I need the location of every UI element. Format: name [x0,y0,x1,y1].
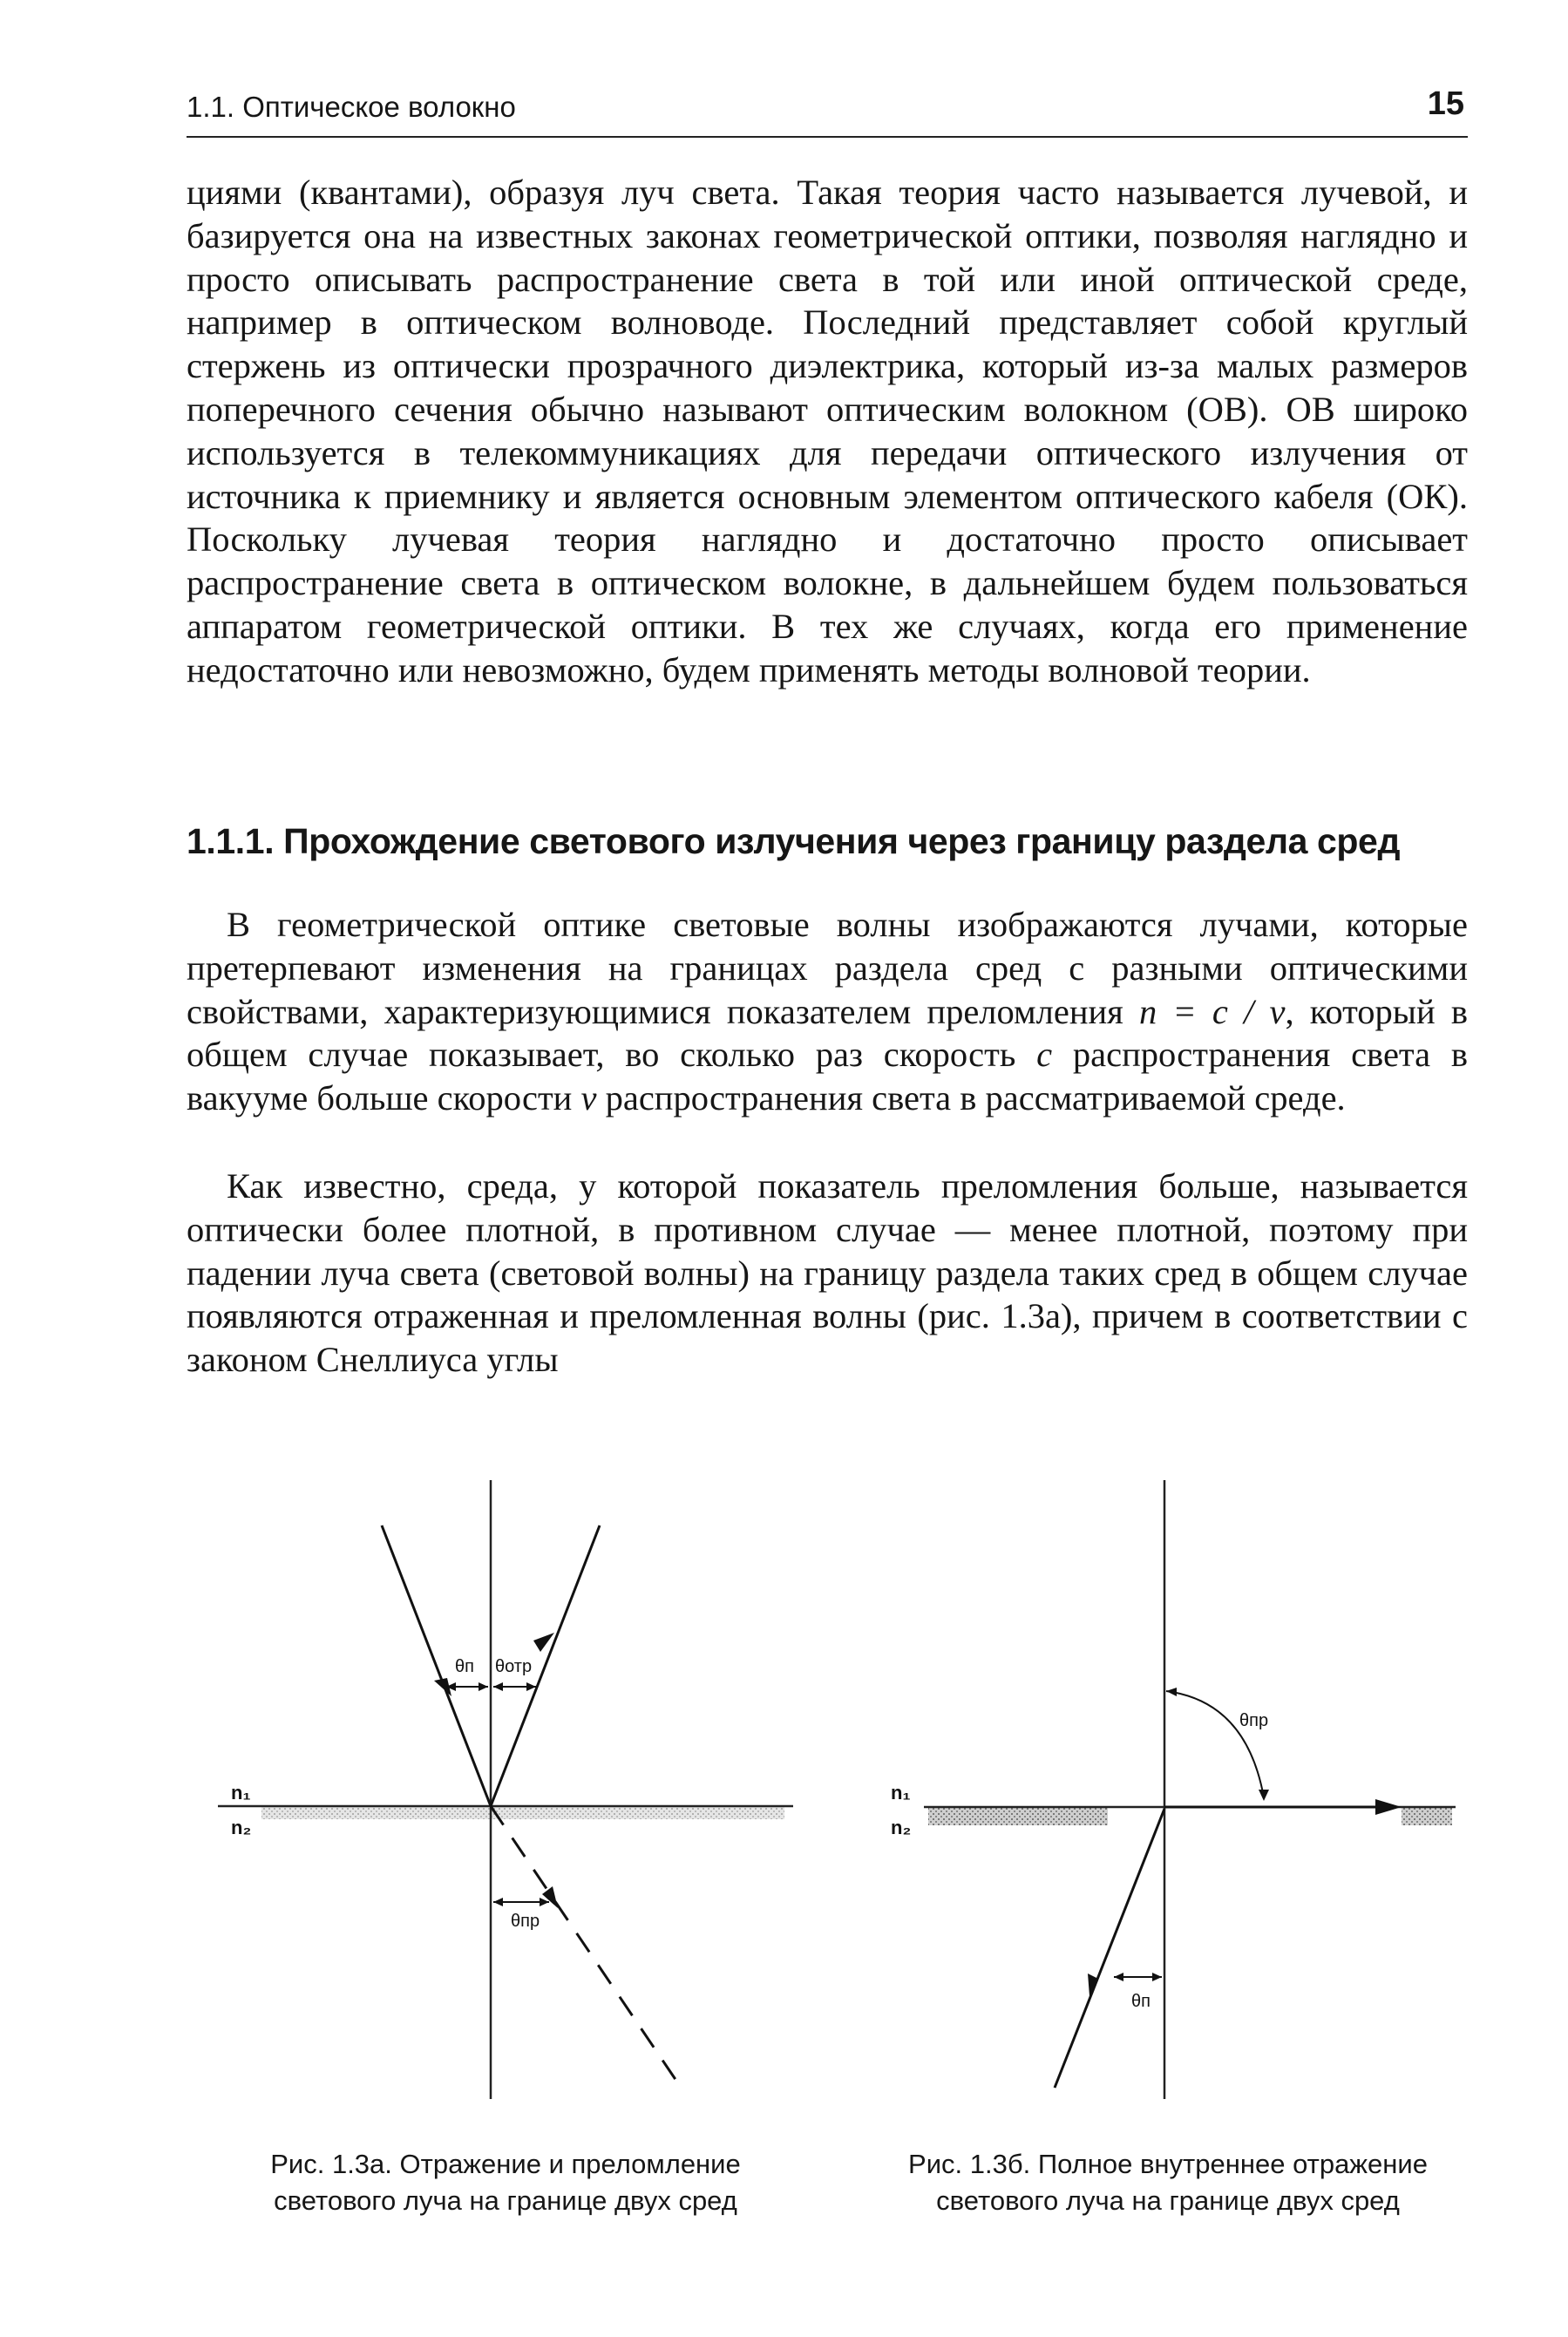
label-n1: n₁ [891,1782,911,1804]
running-header [187,85,1468,138]
paragraph-2-part-3: распространения света в вакууме больше скорости [187,1035,1468,1118]
refraction-angle-arc [1166,1691,1264,1797]
figure-total-internal-reflection [880,1473,1473,2109]
incidence-angle-arrowhead-left [1114,1973,1123,1981]
refracted-ray-arrowhead [542,1886,558,1908]
medium-boundary-shading-left [928,1808,1108,1825]
label-incidence-angle: θп [455,1657,474,1676]
figure-reflection-refraction [200,1473,811,2109]
paragraph-2-part-4: распространения света в рассматриваемой среде. [596,1078,1346,1118]
paragraph-3: Как известно, среда, у которой показатель преломления больше, называется оптически более плотной, в противном случае — менее плотной, поэтому при падении луча света (световой волны) на границу раздела таких сред в общем случае появляются отраженная и преломленная волны (рис. 1.3а), причем в соответствии с законом Снеллиуса углы [187,1166,1468,1380]
paragraph-1: циями (квантами), образуя луч света. Такая теория часто называется лучевой, и базируется она на известных законах геометрической оптики, позволяя наглядно и просто описывать распространение света в той или иной оптической среде, например в оптическом волноводе. Последний представляет собой круглый стержень из оптически прозрачного диэлектрика, который из-за малых размеров поперечного сечения обычно называют оптическим волокном (ОВ). ОВ широко используется в телекоммуникациях для передачи оптического излучения от источника к приемнику и является основным элементом оптического кабеля (ОК). Поскольку лучевая теория наглядно и достаточно просто описывает распространение света в оптическом волокне, в дальнейшем будем пользоваться аппаратом геометрической оптики. В тех же случаях, когда его применение недостаточно или невозможно, будем применять методы волновой теории. [187,173,1468,690]
label-n2: n₂ [231,1817,252,1838]
incident-ray [382,1525,491,1806]
figure-a-diagram [200,1473,811,2109]
reflected-ray-arrowhead [1375,1799,1402,1815]
reflection-angle-arrowhead-left [493,1682,503,1691]
figure-a-caption-line-2: светового луча на границе двух сред [274,2185,737,2216]
figure-a-caption-line-1: Рис. 1.3а. Отражение и преломление [270,2149,741,2179]
incidence-angle-arrowhead-right [479,1682,488,1691]
speed-in-medium-symbol: v [580,1078,597,1118]
refracted-ray [491,1806,676,2081]
label-refraction-angle: θпр [1239,1711,1269,1730]
label-reflection-angle: θотр [495,1657,533,1676]
header-section-title: 1.1. Оптическое волокно [187,91,516,123]
label-n2: n₂ [891,1817,912,1838]
refraction-angle-arc-arrowhead-bottom [1259,1790,1269,1801]
refractive-index-formula: n = c / v [1138,991,1286,1031]
incidence-angle-arrowhead-right [1152,1973,1162,1981]
section-heading: 1.1.1. Прохождение светового излучения через границу раздела сред [187,821,1401,861]
figure-b-caption-line-1: Рис. 1.3б. Полное внутреннее отражение [908,2149,1428,2179]
medium-boundary-shading-right [1402,1808,1452,1825]
paragraph-2-part-1: В геометрической оптике световые волны изображаются лучами, которые претерпевают изменения на границах раздела сред с разными оптическими свойствами, характеризующимися показателем преломления [187,905,1468,1031]
page-number: 15 [1427,85,1464,122]
paragraph-2-part-2: , который в общем случае показывает, во сколько раз скорость [187,991,1468,1075]
figure-a-caption [235,2146,776,2219]
label-n1: n₁ [231,1782,251,1804]
figure-b-caption [863,2146,1473,2219]
paragraph-2 [187,903,1468,1120]
incident-ray [1055,1809,1164,2088]
speed-of-light-symbol: c [1036,1035,1053,1075]
medium-boundary-shading [261,1807,784,1819]
figure-b-caption-line-2: светового луча на границе двух сред [936,2185,1400,2216]
label-refraction-angle: θпр [511,1912,540,1931]
label-incidence-angle: θп [1131,1992,1151,2011]
refraction-angle-arrowhead-left [493,1898,503,1906]
figure-b-diagram [880,1473,1473,2109]
